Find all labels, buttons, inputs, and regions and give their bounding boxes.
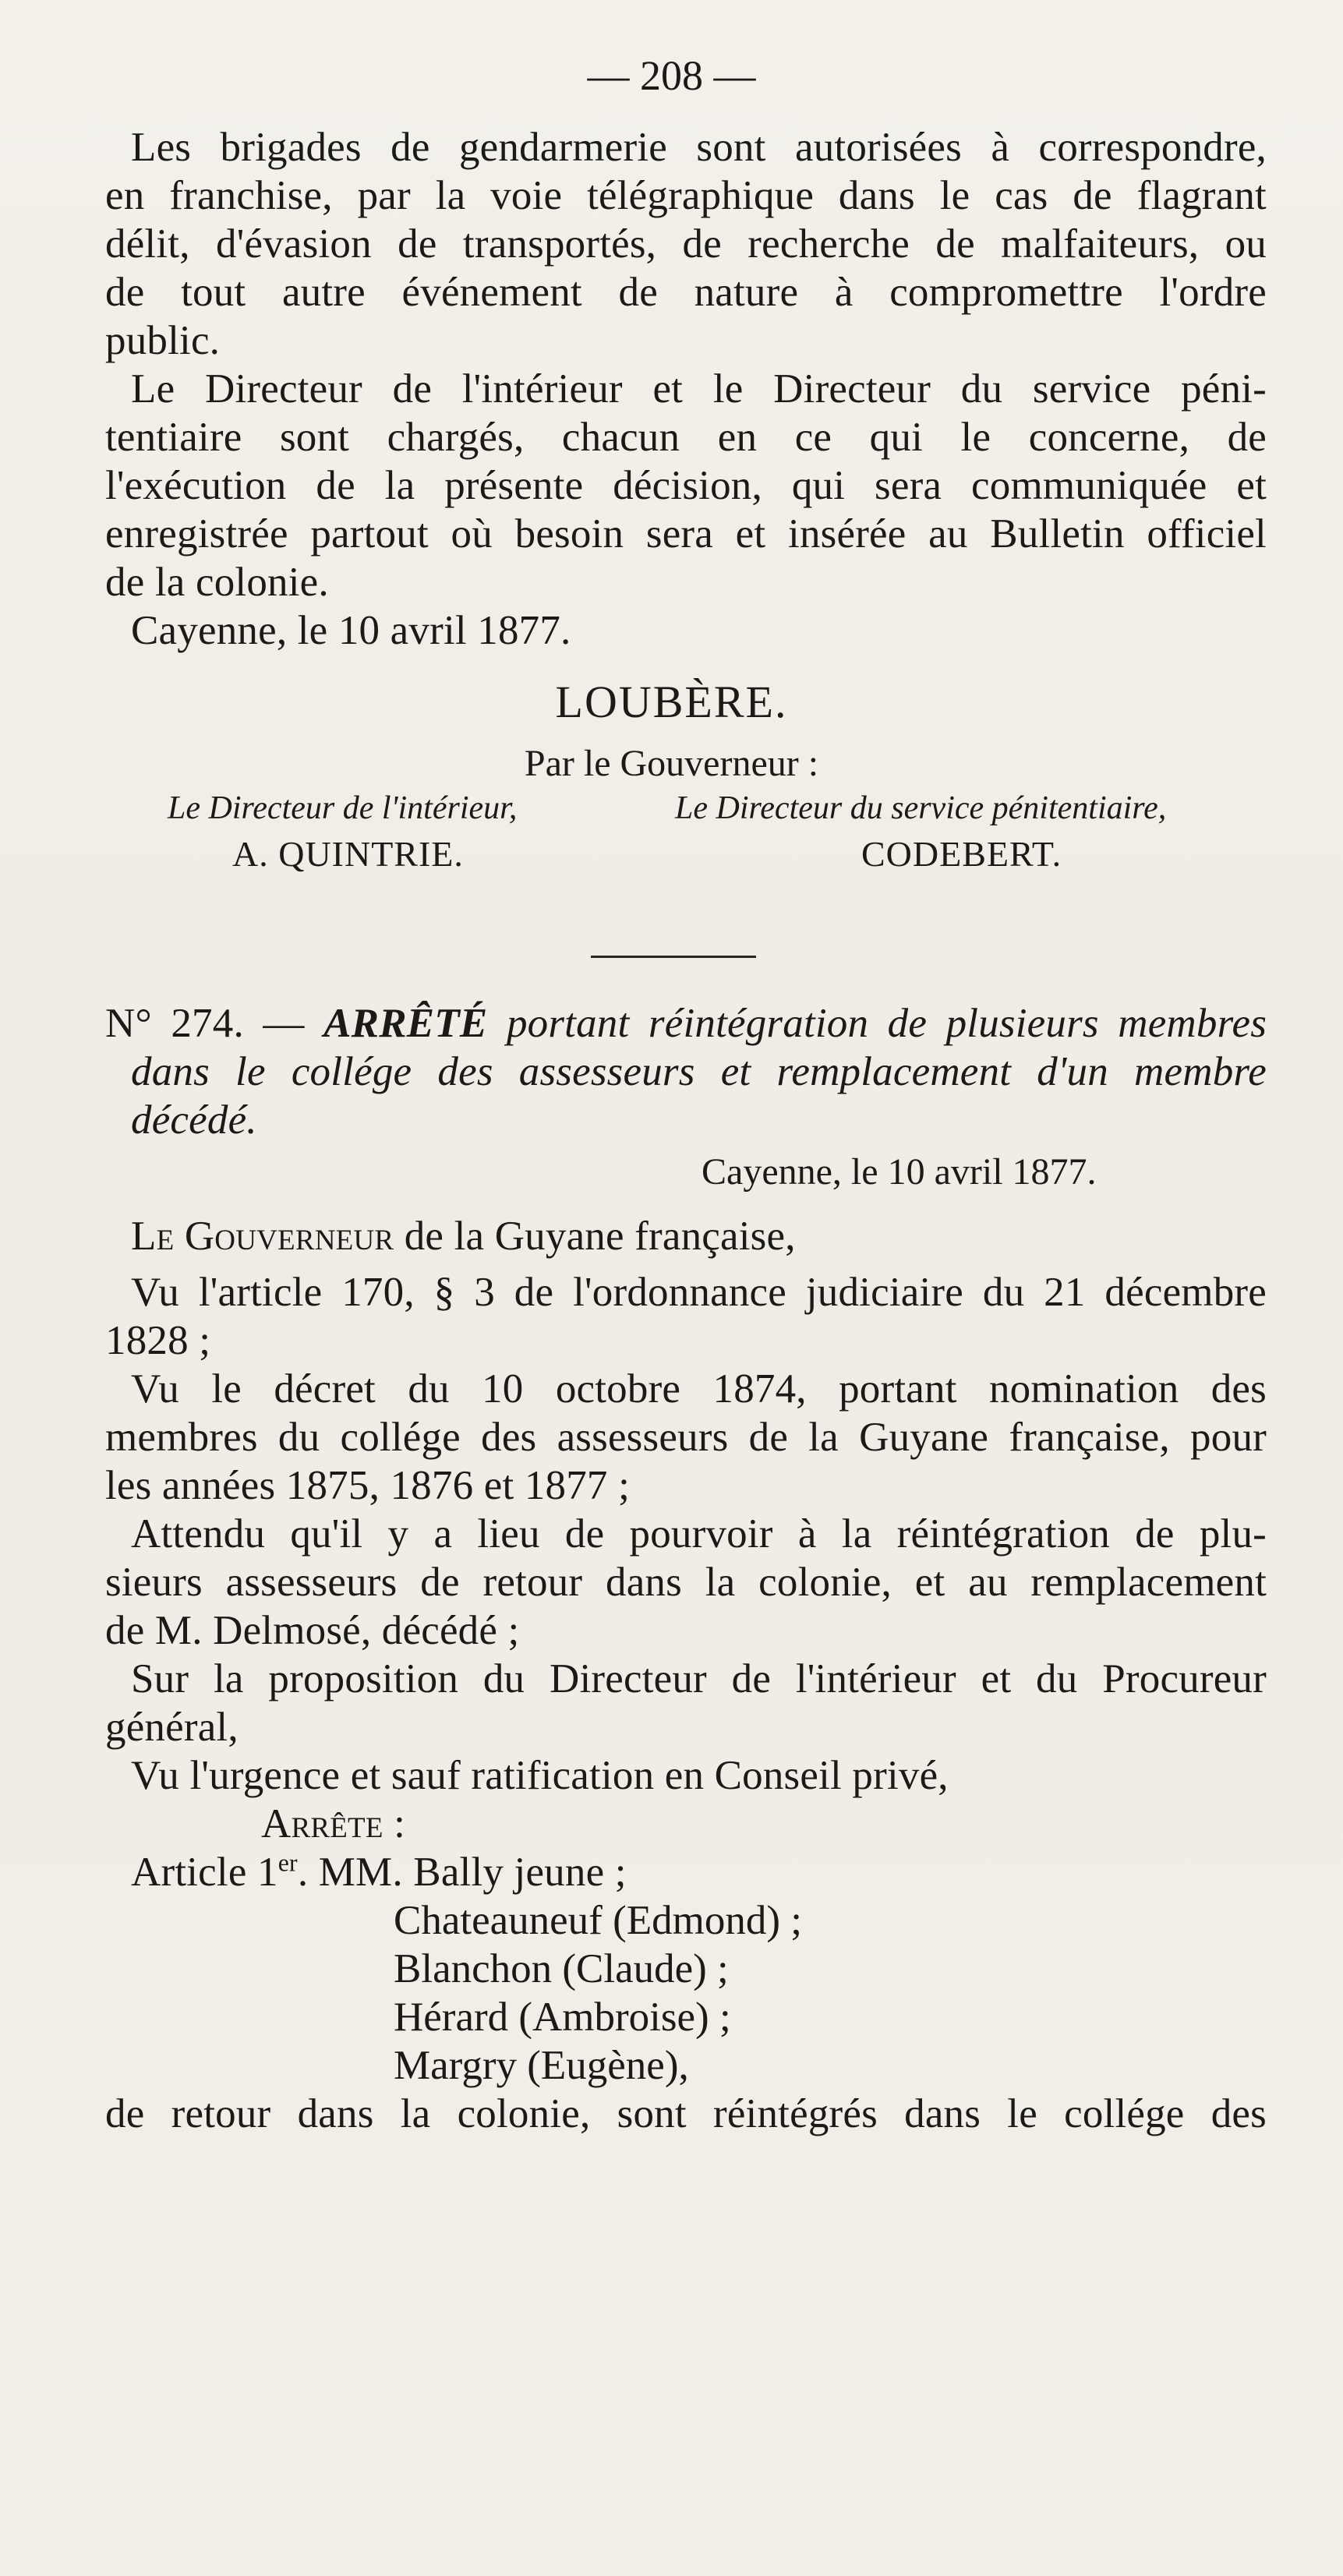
article-1-first-line — [105, 1848, 1267, 1896]
text-line — [105, 1212, 1267, 1260]
page-number: — 208 — — [587, 52, 756, 99]
article-1-final — [105, 2090, 1267, 2138]
arrete-title-line: décédé. — [131, 1097, 257, 1143]
paragraph-urgence — [105, 1751, 1267, 1800]
article-1-name: Hérard (Ambroise) ; — [394, 1995, 731, 2040]
text-line: Cayenne, le 10 avril 1877. — [131, 608, 571, 653]
gouverneur-rest: de la Guyane française, — [404, 1214, 796, 1259]
gouverneur-label: Le Gouverneur — [131, 1214, 394, 1259]
paragraph-execution — [105, 365, 1267, 606]
arrete-title-line — [105, 999, 1267, 1048]
article-1-label: Article 1 — [131, 1850, 278, 1895]
text-line: de M. Delmosé, décédé ; — [105, 1608, 520, 1653]
signature-left-title: Le Directeur de l'intérieur, — [168, 790, 518, 826]
paragraph-vu-article — [105, 1268, 1267, 1365]
text-line: l'exécution de la présente décision, qui sera communiquée et — [105, 463, 1267, 508]
signature-par-le-gouverneur: Par le Gouverneur : — [524, 743, 819, 784]
article-1-name: Chateauneuf (Edmond) ; — [394, 1898, 802, 1943]
text-line: en franchise, par la voie télégraphique dans le cas de flagrant — [105, 173, 1267, 218]
arrete-label: Arrête : — [261, 1801, 406, 1846]
arrete-number: N° 274. — — [105, 1001, 305, 1046]
text-line: public. — [105, 318, 221, 363]
text-line: Attendu qu'il y a lieu de pourvoir à la réintégration de plu- — [131, 1511, 1267, 1557]
text-line: délit, d'évasion de transportés, de recherche de malfaiteurs, ou — [105, 221, 1267, 267]
gouverneur-line — [105, 1212, 1267, 1260]
arrete-title-bold: ARRÊTÉ — [323, 1001, 488, 1046]
place-date — [105, 606, 1267, 655]
text-line: sieurs assesseurs de retour dans la colonie, et au remplacement — [105, 1560, 1267, 1605]
text-line: général, — [105, 1705, 239, 1750]
signature-right-title: Le Directeur du service pénitentiaire, — [675, 790, 1167, 826]
text-line: Le Directeur de l'intérieur et le Directeur du service péni- — [131, 366, 1267, 412]
paragraph-proposition — [105, 1655, 1267, 1751]
text-line: Sur la proposition du Directeur de l'intérieur et du Procureur — [131, 1656, 1267, 1701]
text-line: 1828 ; — [105, 1318, 211, 1363]
article-1 — [105, 1848, 1267, 1896]
text-line: Vu l'article 170, § 3 de l'ordonnance judiciaire du 21 décembre — [131, 1270, 1267, 1315]
arrete-title-rest: portant réintégration de plusieurs membres — [506, 1001, 1267, 1046]
paragraph-vu-decret — [105, 1365, 1267, 1510]
arrete-date: Cayenne, le 10 avril 1877. — [702, 1151, 1097, 1193]
text-line: Les brigades de gendarmerie sont autorisées à correspondre, — [131, 125, 1267, 170]
article-1-rest: . MM. Bally jeune ; — [297, 1850, 627, 1895]
separator-rule — [591, 956, 756, 958]
arrete-heading — [105, 999, 1267, 1144]
text-line: Vu l'urgence et sauf ratification en Conseil privé, — [131, 1753, 949, 1798]
text-line: tentiaire sont chargés, chacun en ce qui le concerne, de — [105, 415, 1267, 460]
text-line: enregistrée partout où besoin sera et insérée au Bulletin officiel — [105, 511, 1267, 557]
arrete-label-block — [105, 1800, 1267, 1848]
text-line: de retour dans la colonie, sont réintégrés dans le collége des — [105, 2091, 1267, 2136]
article-1-name: Blanchon (Claude) ; — [394, 1946, 729, 1991]
text-line: membres du collége des assesseurs de la Guyane française, pour — [105, 1415, 1267, 1460]
signature-name: LOUBÈRE. — [555, 677, 788, 727]
text-line: de la colonie. — [105, 560, 329, 605]
article-1-name: Margry (Eugène), — [394, 2043, 689, 2088]
paragraph-attendu — [105, 1510, 1267, 1655]
signature-right-name: CODEBERT. — [861, 834, 1062, 874]
text-line: Vu le décret du 10 octobre 1874, portant nomination des — [131, 1366, 1267, 1412]
paragraph-gendarmerie — [105, 123, 1267, 365]
signature-left-name: A. QUINTRIE. — [232, 834, 464, 874]
arrete-title-line: dans le collége des assesseurs et remplacement d'un membre — [131, 1049, 1267, 1094]
text-line: les années 1875, 1876 et 1877 ; — [105, 1463, 630, 1508]
article-1-sup: er — [277, 1849, 298, 1877]
text-line: de tout autre événement de nature à compromettre l'ordre — [105, 270, 1267, 315]
